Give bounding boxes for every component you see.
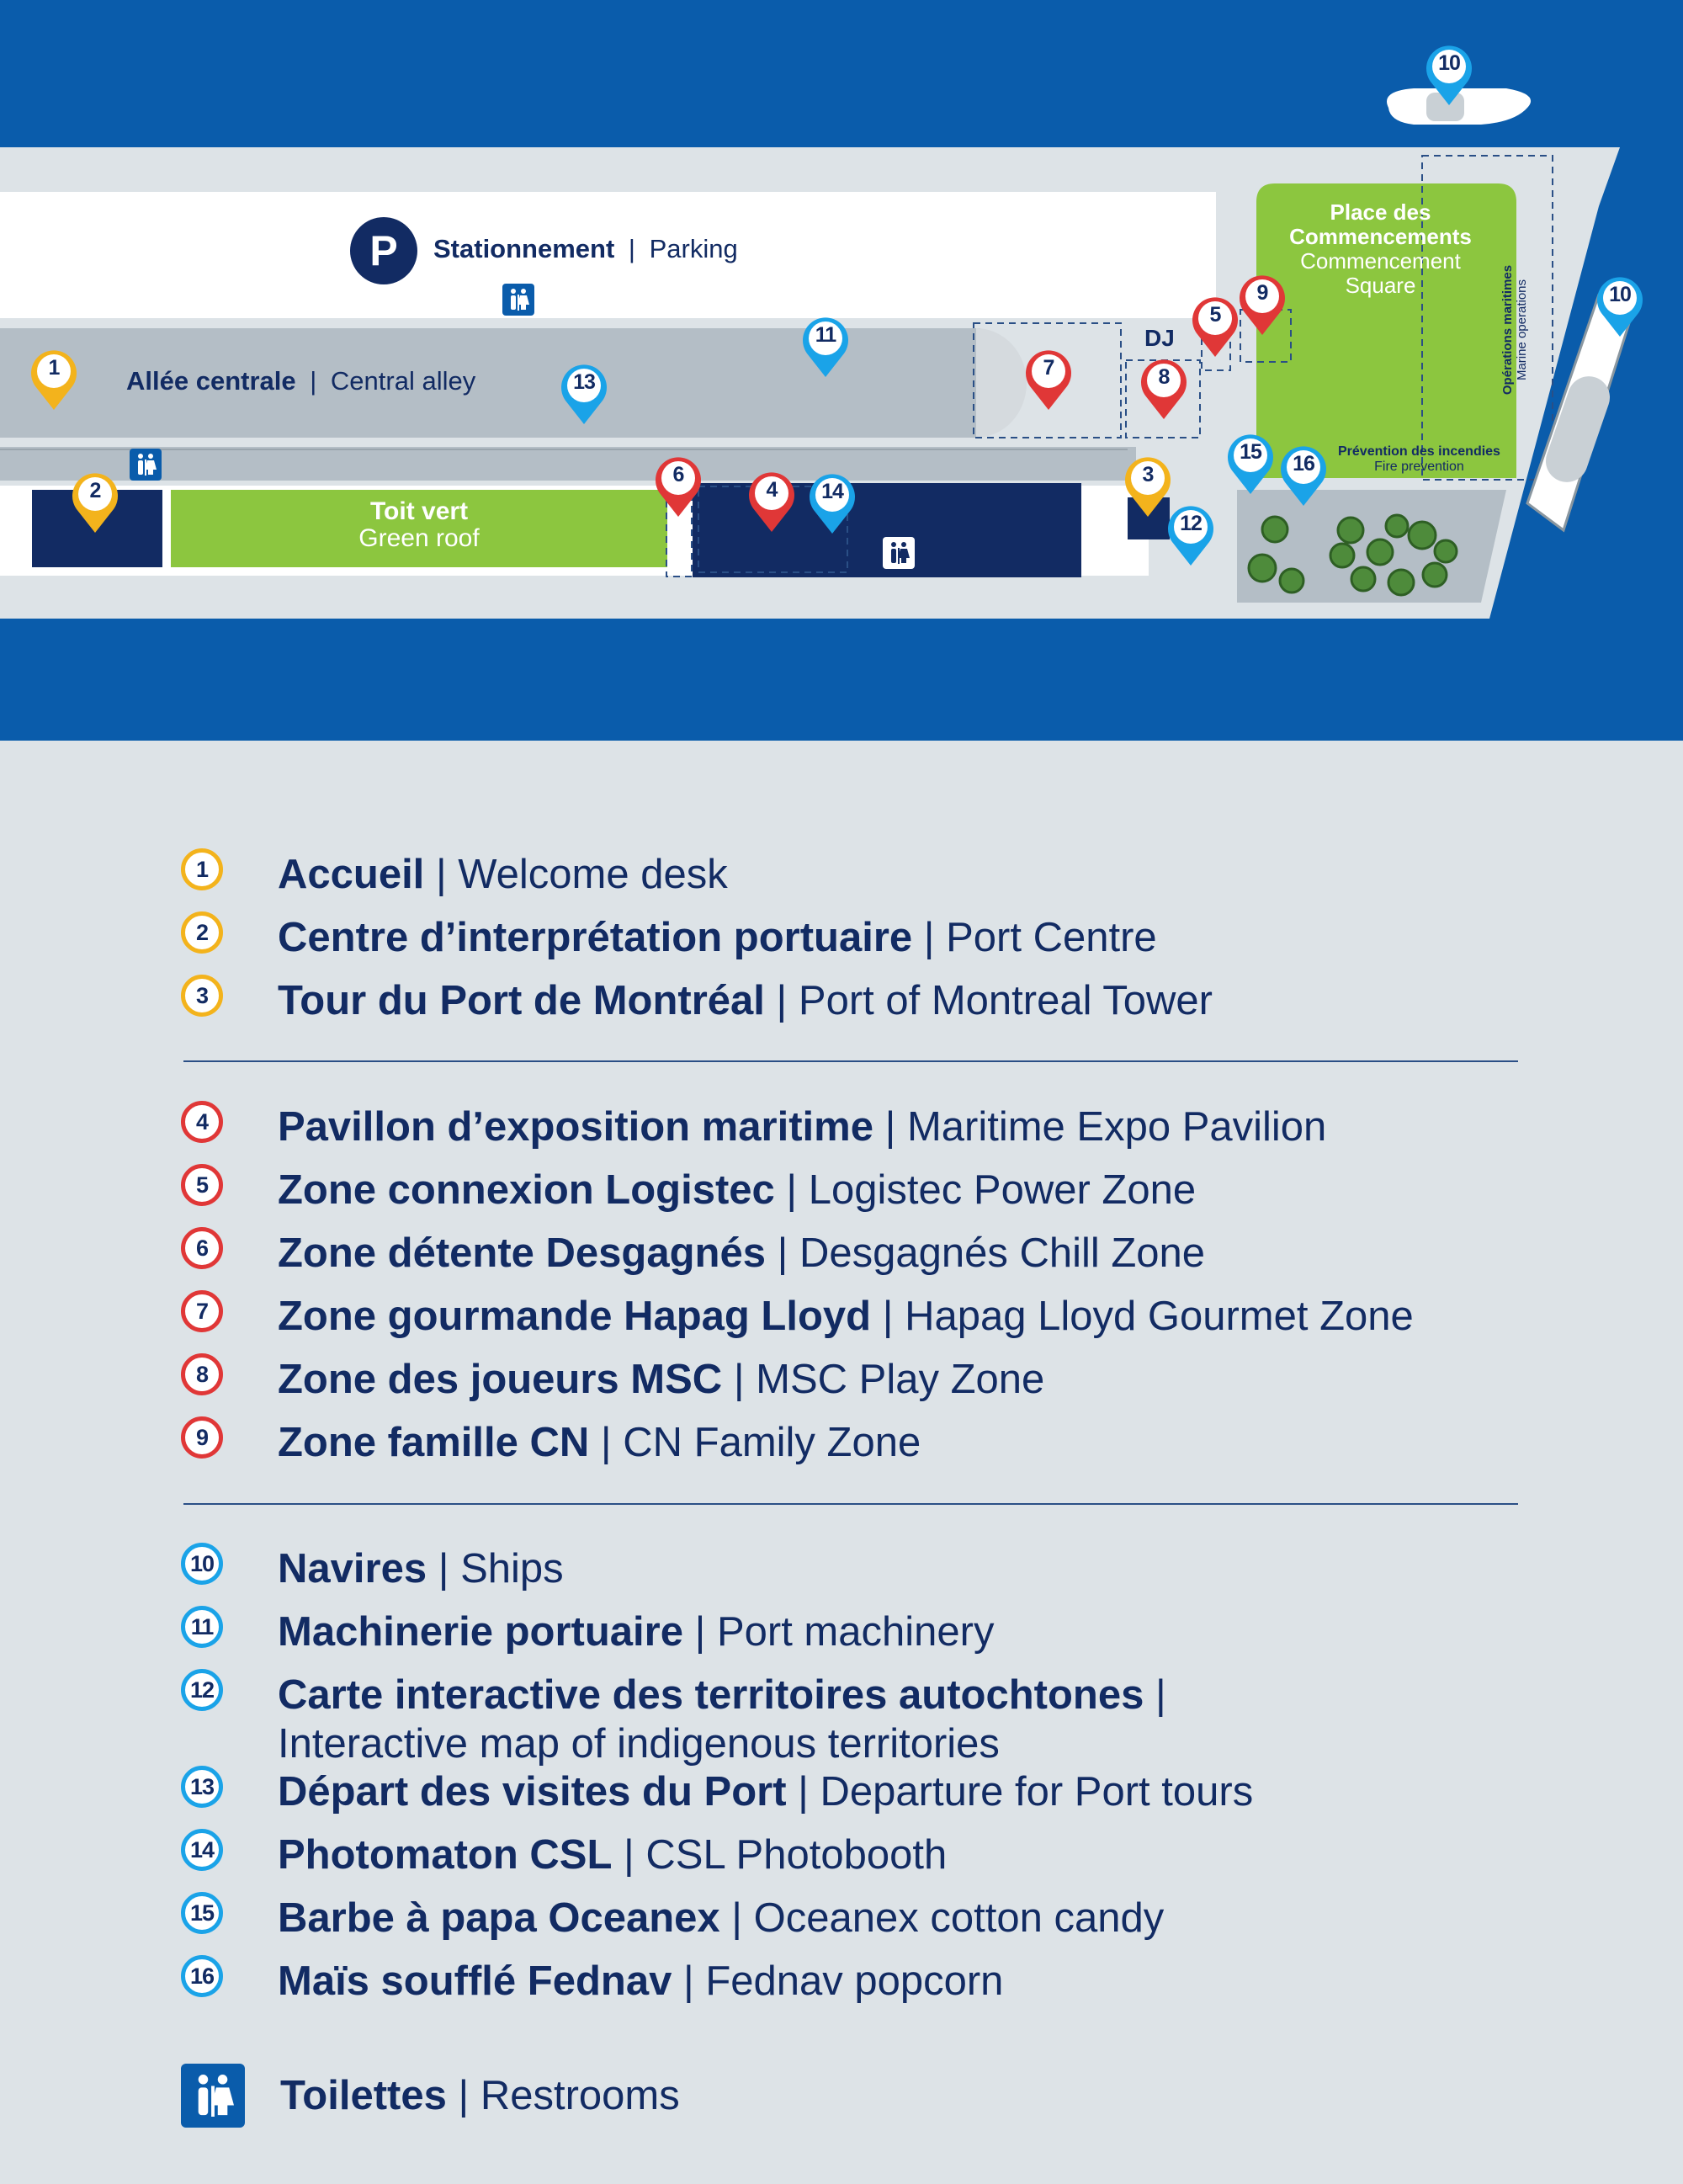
legend-separator: | bbox=[923, 915, 935, 960]
legend-item-en: Maritime Expo Pavilion bbox=[906, 1104, 1327, 1150]
legend-item-en: Hapag Lloyd Gourmet Zone bbox=[905, 1294, 1414, 1339]
legend-item-fr: Accueil bbox=[278, 852, 425, 897]
legend-item-label bbox=[278, 850, 728, 899]
legend-item-fr: Départ des visites du Port bbox=[278, 1769, 787, 1815]
legend-item-10 bbox=[181, 1544, 564, 1593]
legend-item-5 bbox=[181, 1166, 1196, 1214]
legend-item-15 bbox=[181, 1894, 1164, 1942]
legend-item-fr: Zone famille CN bbox=[278, 1420, 590, 1465]
map-pin-8[interactable]: 8 bbox=[1139, 357, 1188, 421]
legend-separator: | bbox=[798, 1769, 809, 1815]
legend-item-label bbox=[278, 1292, 1414, 1341]
legend-number-badge: 2 bbox=[181, 911, 223, 954]
alley-fr: Allée centrale bbox=[126, 366, 296, 396]
parking-en: Parking bbox=[649, 234, 738, 263]
legend-number-badge: 5 bbox=[181, 1164, 223, 1206]
legend-item-label bbox=[278, 1418, 921, 1467]
legend-number-badge: 4 bbox=[181, 1101, 223, 1143]
legend-item-6 bbox=[181, 1229, 1205, 1278]
square-fr-1: Place des bbox=[1330, 199, 1431, 225]
legend-item-en: MSC Play Zone bbox=[756, 1357, 1045, 1402]
map-pin-12[interactable]: 12 bbox=[1166, 503, 1215, 567]
green-roof-label bbox=[171, 498, 667, 552]
legend-item-label bbox=[278, 913, 1157, 962]
legend-item-fr: Zone gourmande Hapag Lloyd bbox=[278, 1294, 872, 1339]
legend-item-7 bbox=[181, 1292, 1414, 1341]
legend-item-en: CN Family Zone bbox=[623, 1420, 921, 1465]
legend-item-fr: Tour du Port de Montréal bbox=[278, 978, 765, 1023]
legend-item-en: Welcome desk bbox=[458, 852, 728, 897]
restrooms-separator: | bbox=[458, 2073, 470, 2118]
legend-separator: | bbox=[694, 1609, 706, 1655]
legend-divider bbox=[183, 1060, 1518, 1062]
marine-fr: Opérations maritimes bbox=[1500, 264, 1515, 396]
legend-item-label bbox=[278, 1767, 1253, 1816]
legend-divider bbox=[183, 1503, 1518, 1505]
walkway bbox=[0, 447, 1136, 481]
map-pin-10[interactable]: 10 bbox=[1595, 274, 1644, 338]
legend-item-en: Logistec Power Zone bbox=[808, 1167, 1197, 1213]
legend-item-16 bbox=[181, 1957, 1003, 2006]
legend-separator: | bbox=[624, 1832, 634, 1878]
legend-item-4 bbox=[181, 1103, 1326, 1151]
square-en-1: Commencement bbox=[1300, 248, 1461, 274]
legend-separator: | bbox=[777, 1230, 788, 1276]
map-pin-1[interactable]: 1 bbox=[29, 348, 78, 412]
legend-separator: | bbox=[776, 978, 788, 1023]
legend-separator: | bbox=[731, 1895, 743, 1941]
map-pin-9[interactable]: 9 bbox=[1238, 273, 1287, 337]
legend-item-1 bbox=[181, 850, 728, 899]
legend-item-en: Fednav popcorn bbox=[705, 1958, 1004, 2004]
legend-separator: | bbox=[435, 852, 447, 897]
fire-prevention-label bbox=[1338, 444, 1500, 475]
restroom-icon bbox=[502, 284, 534, 316]
parking-fr: Stationnement bbox=[433, 234, 615, 263]
legend-number-badge: 12 bbox=[181, 1669, 223, 1711]
alley-separator: | bbox=[310, 366, 317, 396]
legend-item-en: CSL Photobooth bbox=[645, 1832, 948, 1878]
legend-separator: | bbox=[882, 1294, 894, 1339]
legend-item-fr: Maïs soufflé Fednav bbox=[278, 1958, 672, 2004]
legend-item-fr: Photomaton CSL bbox=[278, 1832, 613, 1878]
legend-item-13 bbox=[181, 1767, 1253, 1816]
legend-item-2 bbox=[181, 913, 1157, 962]
legend-item-9 bbox=[181, 1418, 921, 1467]
legend-number-badge: 10 bbox=[181, 1543, 223, 1585]
fire-en: Fire prevention bbox=[1374, 460, 1464, 474]
alley-label bbox=[126, 366, 475, 396]
legend-number-badge: 9 bbox=[181, 1416, 223, 1459]
legend-number-badge: 6 bbox=[181, 1227, 223, 1269]
dj-label: DJ bbox=[1144, 325, 1175, 351]
legend-number-badge: 8 bbox=[181, 1353, 223, 1395]
legend-item-en: Port of Montreal Tower bbox=[798, 978, 1213, 1023]
map-pin-7[interactable]: 7 bbox=[1024, 348, 1073, 412]
restrooms-label bbox=[280, 2071, 680, 2120]
legend-item-fr: Zone connexion Logistec bbox=[278, 1167, 775, 1213]
legend-item-fr: Zone des joueurs MSC bbox=[278, 1357, 723, 1402]
green-roof-fr: Toit vert bbox=[369, 497, 469, 525]
parking-label bbox=[433, 234, 738, 264]
parking-badge: P bbox=[350, 217, 417, 284]
legend-number-badge: 3 bbox=[181, 975, 223, 1017]
map-pin-14[interactable]: 14 bbox=[808, 471, 857, 535]
legend-item-en: Interactive map of indigenous territories bbox=[278, 1721, 1000, 1767]
legend-item-8 bbox=[181, 1355, 1044, 1404]
legend-item-label bbox=[278, 1607, 994, 1656]
legend-item-fr: Barbe à papa Oceanex bbox=[278, 1895, 720, 1941]
legend-item-label bbox=[278, 1894, 1164, 1942]
legend-item-3 bbox=[181, 976, 1213, 1025]
legend-item-label bbox=[278, 1671, 1456, 1768]
restrooms-fr: Toilettes bbox=[280, 2073, 447, 2118]
map-pin-15[interactable]: 15 bbox=[1226, 432, 1275, 496]
map-pin-6[interactable]: 6 bbox=[654, 454, 703, 518]
legend-item-en: Port machinery bbox=[716, 1609, 995, 1655]
legend-item-en: Oceanex cotton candy bbox=[753, 1895, 1165, 1941]
legend-item-en: Port Centre bbox=[946, 915, 1157, 960]
map-pin-16[interactable]: 16 bbox=[1279, 444, 1328, 507]
legend-item-label bbox=[278, 976, 1213, 1025]
legend-separator: | bbox=[733, 1357, 745, 1402]
legend-item-12 bbox=[181, 1671, 1456, 1768]
legend-item-fr: Machinerie portuaire bbox=[278, 1609, 683, 1655]
legend-number-badge: 1 bbox=[181, 848, 223, 890]
map-pin-2[interactable]: 2 bbox=[71, 470, 119, 534]
restrooms-en: Restrooms bbox=[480, 2073, 680, 2118]
restroom-icon bbox=[883, 537, 915, 569]
legend-number-badge: 13 bbox=[181, 1766, 223, 1808]
square-en-2: Square bbox=[1345, 273, 1416, 298]
map-pin-13[interactable]: 13 bbox=[560, 362, 608, 426]
fire-fr: Prévention des incendies bbox=[1338, 444, 1500, 459]
legend-item-fr: Centre d’interprétation portuaire bbox=[278, 915, 913, 960]
legend-separator: | bbox=[786, 1167, 798, 1213]
legend-number-badge: 16 bbox=[181, 1955, 223, 1997]
legend-item-en: Desgagnés Chill Zone bbox=[799, 1230, 1206, 1276]
map-pin-11[interactable]: 11 bbox=[801, 315, 850, 379]
map-pin-5[interactable]: 5 bbox=[1191, 295, 1240, 359]
legend-item-en: Ships bbox=[460, 1546, 564, 1592]
alley-en: Central alley bbox=[330, 366, 476, 396]
legend-item-label bbox=[278, 1166, 1196, 1214]
restroom-icon bbox=[181, 2064, 245, 2128]
map-pin-4[interactable]: 4 bbox=[747, 470, 796, 534]
legend-number-badge: 15 bbox=[181, 1892, 223, 1934]
site-map bbox=[0, 0, 1683, 741]
legend-item-label bbox=[278, 1831, 947, 1879]
legend-number-badge: 14 bbox=[181, 1829, 223, 1871]
parking-separator: | bbox=[628, 234, 635, 263]
map-legend bbox=[0, 741, 1683, 2184]
square-fr-2: Commencements bbox=[1289, 224, 1472, 249]
legend-number-badge: 7 bbox=[181, 1290, 223, 1332]
legend-item-fr: Zone détente Desgagnés bbox=[278, 1230, 766, 1276]
legend-item-label bbox=[278, 1544, 564, 1593]
legend-item-label bbox=[278, 1103, 1326, 1151]
legend-separator: | bbox=[682, 1958, 694, 2004]
legend-item-label bbox=[278, 1355, 1044, 1404]
legend-number-badge: 11 bbox=[181, 1606, 223, 1648]
legend-separator: | bbox=[1155, 1672, 1166, 1718]
legend-item-label bbox=[278, 1957, 1003, 2006]
marine-en: Marine operations bbox=[1515, 279, 1529, 381]
legend-item-fr: Navires bbox=[278, 1546, 427, 1592]
marine-ops-label bbox=[1500, 246, 1529, 414]
map-pin-3[interactable]: 3 bbox=[1123, 454, 1172, 518]
legend-item-label bbox=[278, 1229, 1205, 1278]
restroom-icon bbox=[130, 449, 162, 481]
map-pin-10[interactable]: 10 bbox=[1425, 43, 1473, 107]
legend-item-fr: Carte interactive des territoires autochtones bbox=[278, 1672, 1144, 1718]
legend-item-en: Departure for Port tours bbox=[820, 1769, 1254, 1815]
legend-separator: | bbox=[600, 1420, 612, 1465]
legend-item-14 bbox=[181, 1831, 947, 1879]
legend-separator: | bbox=[884, 1104, 896, 1150]
green-roof-en: Green roof bbox=[358, 524, 480, 552]
legend-item-11 bbox=[181, 1607, 994, 1656]
legend-separator: | bbox=[438, 1546, 449, 1592]
legend-item-fr: Pavillon d’exposition maritime bbox=[278, 1104, 873, 1150]
legend-item-restrooms bbox=[181, 2064, 680, 2128]
square-label bbox=[1256, 200, 1505, 298]
